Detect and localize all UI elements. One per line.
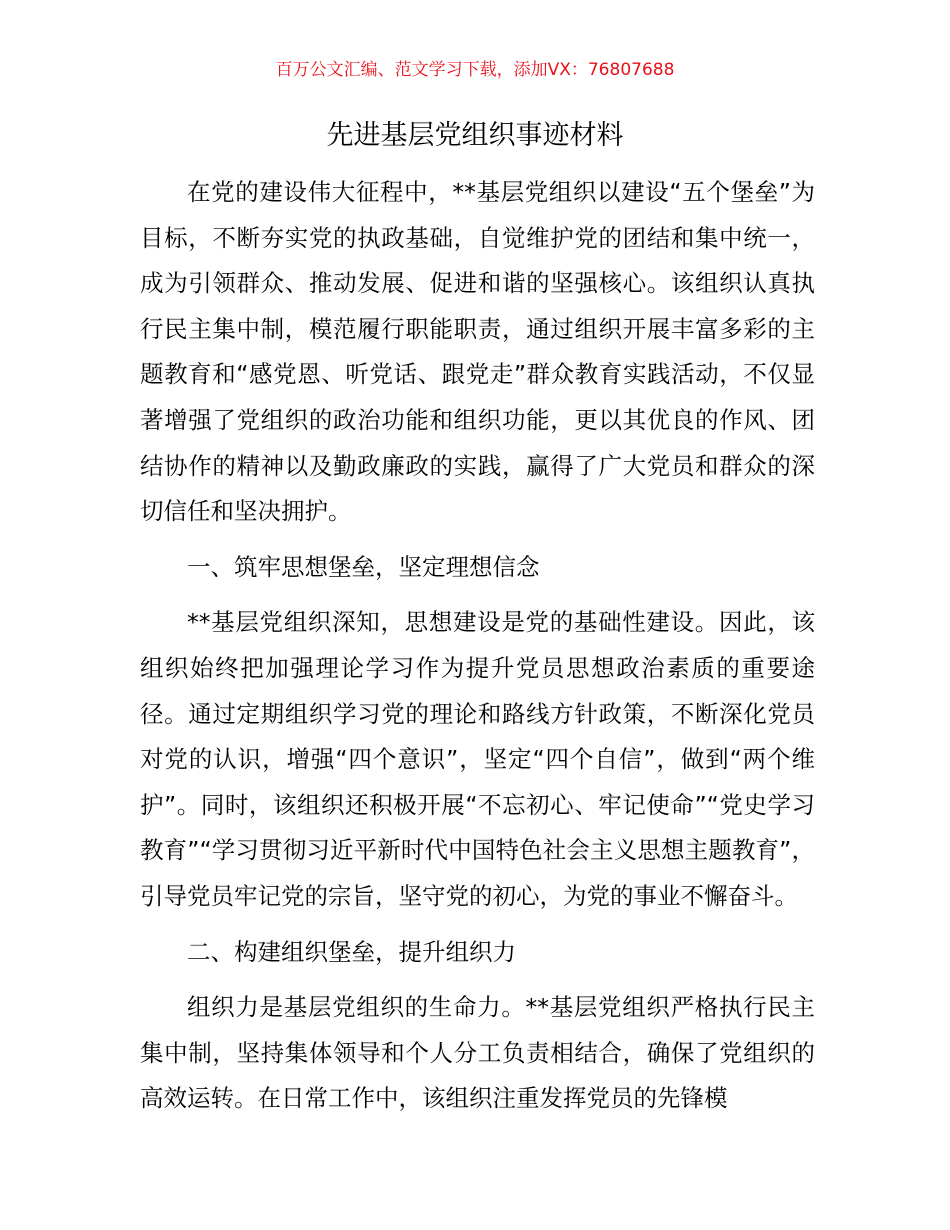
document-body bbox=[140, 170, 815, 1132]
paragraph-section-1: **基层党组织深知，思想建设是党的基础性建设。因此，该组织始终把加强理论学习作为提升党员思想政治素质的重要途径。通过定期组织学习党的理论和路线方针政策，不断深化党员对党的认识，增强“四个意识”，坚定“四个自信”，做到“两个维护”。同时，该组织还积极开展“不忘初心、牢记使命”“党史学习教育”“学习贯彻习近平新时代中国特色社会主义思想主题教育”，引导党员牢记党的宗旨，坚守党的初心，为党的事业不懈奋斗。 bbox=[140, 608, 815, 910]
paragraph-section-2: 组织力是基层党组织的生命力。**基层党组织严格执行民主集中制，坚持集体领导和个人分工负责相结合，确保了党组织的高效运转。在日常工作中，该组织注重发挥党员的先锋模 bbox=[140, 993, 815, 1113]
section-heading-1: 一、筑牢思想堡垒，坚定理想信念 bbox=[187, 552, 540, 581]
page-title: 先进基层党组织事迹材料 bbox=[326, 120, 624, 151]
paragraph-intro: 在党的建设伟大征程中，**基层党组织以建设“五个堡垒”为目标，不断夯实党的执政基础，自觉维护党的团结和集中统一，成为引领群众、推动发展、促进和谐的坚强核心。该组织认真执行民主集中制，模范履行职能职责，通过组织开展丰富多彩的主题教育和“感党恩、听党话、跟党走”群众教育实践活动，不仅显著增强了党组织的政治功能和组织功能，更以其优良的作风、团结协作的精神以及勤政廉政的实践，赢得了广大党员和群众的深切信任和坚决拥护。 bbox=[140, 178, 815, 526]
watermark-header: 百万公文汇编、范文学习下载，添加VX：76807688 bbox=[275, 60, 675, 80]
section-heading-2: 二、构建组织堡垒，提升组织力 bbox=[187, 937, 516, 966]
